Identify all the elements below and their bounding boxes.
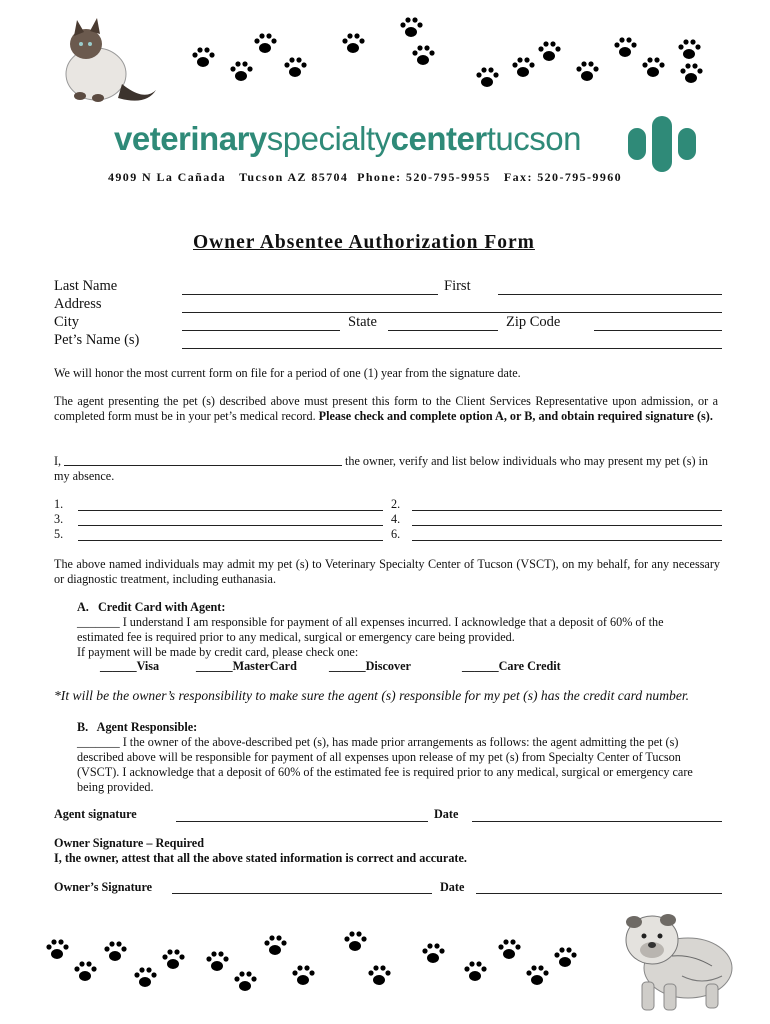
city-label: City [54,314,79,330]
owner-date-field[interactable] [476,893,722,894]
owner-name-field[interactable] [64,465,342,466]
verify-suffix: the owner, verify and list below individuals who may present my pet (s) in [345,454,709,468]
address-label: Address [54,296,102,312]
paw-print-icon [252,32,278,56]
paw-print-icon [44,938,70,962]
individual-3-field[interactable] [78,525,383,526]
logo-word-veterinary: veterinary [114,120,267,157]
state-label: State [348,314,377,330]
paw-print-icon [678,62,704,86]
individual-1-field[interactable] [78,510,383,511]
individual-2-field[interactable] [412,510,722,511]
paw-print-icon [496,938,522,962]
paw-print-icon [204,950,230,974]
option-b-heading: B. Agent Responsible: [77,720,198,734]
option-b-line3: (VSCT). I acknowledge that a deposit of 60% of the estimated fee is required prior to any medical, surgical or emergency care [77,765,693,779]
paw-print-icon [342,930,368,954]
verify-prefix: I, [54,454,62,468]
paw-print-icon [262,934,288,958]
individual-5-field[interactable] [78,540,383,541]
clinic-logo-mark-icon [626,114,698,174]
paw-print-icon [536,40,562,64]
agent-date-label: Date [434,807,459,821]
logo-word-center: center [390,120,487,157]
paw-print-icon [282,56,308,80]
agent-paragraph-instruction: Please check and complete option A, or B, and obtain required signature (s). [318,409,713,423]
paw-print-icon [366,964,392,988]
period-paragraph: We will honor the most current form on file for a period of one (1) year from the signature date. [54,366,521,380]
option-a-heading: A. Credit Card with Agent: [77,600,226,614]
pets-name-field[interactable] [182,348,722,349]
individual-6-field[interactable] [412,540,722,541]
individual-number: 2. [391,497,401,511]
paw-print-icon [574,60,600,84]
individual-number: 5. [54,527,64,541]
last-name-label: Last Name [54,278,118,294]
admit-paragraph: The above named individuals may admit my pet (s) to Veterinary Specialty Center of Tucson (VSCT), on my behalf, for any necessary or diagnostic treatment, including euthanasia. [54,557,720,586]
paw-print-icon [228,60,254,84]
option-a-line2: estimated fee is required prior to any medical, surgical or emergency care being provided. [77,630,515,644]
option-b-line4: being provided. [77,780,154,794]
paw-print-icon [72,960,98,984]
paw-print-icon [420,942,446,966]
logo-word-tucson: tucson [486,120,581,157]
state-field[interactable] [388,330,498,331]
paw-print-icon [410,44,436,68]
verify-continuation: my absence. [54,469,115,483]
agent-paragraph [54,394,718,424]
paw-print-icon [474,66,500,90]
form-title: Owner Absentee Authorization Form [193,232,535,253]
individual-number: 6. [391,527,401,541]
agent-signature-field[interactable] [176,821,428,822]
first-name-label: First [444,278,471,294]
paw-print-icon [160,948,186,972]
paw-print-icon [676,38,702,62]
individual-4-field[interactable] [412,525,722,526]
owner-attest-statement: I, the owner, attest that all the above stated information is correct and accurate. [54,851,467,865]
bulldog-illustration [612,896,744,1016]
agent-date-field[interactable] [472,821,722,822]
individual-number: 4. [391,512,401,526]
individual-number: 1. [54,497,64,511]
agent-signature-label: Agent signature [54,807,137,821]
card-option-discover[interactable]: ______Discover [329,659,411,673]
option-b-line2: described above will be responsible for payment of all expenses upon release of my pet (s) from Specialty Center of Tucson [77,750,681,764]
paw-print-icon [340,32,366,56]
owner-signature-required-label: Owner Signature – Required [54,836,204,850]
option-a-line1: _______ I understand I am responsible for payment of all expenses incurred. I acknowledge that a deposit of 60% of the [77,615,664,629]
agent-paragraph-text: The agent presenting the pet (s) described above must present this form to the Client Services Representative upon admission, or a completed form must be in your pet’s medical record. [54,394,718,423]
clinic-logo-text [114,120,581,158]
credit-card-note: *It will be the owner’s responsibility to make sure the agent (s) responsible for my pet (s) has the credit card number. [54,688,690,703]
paw-print-icon [524,964,550,988]
card-option-mastercard[interactable]: ______MasterCard [196,659,297,673]
owner-signature-field[interactable] [172,893,432,894]
paw-print-icon [640,56,666,80]
card-option-visa[interactable]: ______Visa [100,659,160,673]
zip-field[interactable] [594,330,722,331]
paw-print-icon [510,56,536,80]
paw-print-icon [398,16,424,40]
zip-label: Zip Code [506,314,561,330]
city-field[interactable] [182,330,340,331]
cat-illustration [34,14,158,108]
option-a-line3: If payment will be made by credit card, please check one: [77,645,359,659]
card-option-care-credit[interactable]: ______Care Credit [462,659,561,673]
paw-print-icon [102,940,128,964]
paw-print-icon [612,36,638,60]
paw-print-icon [132,966,158,990]
option-b-line1: _______ I the owner of the above-described pet (s), has made prior arrangements as follows: the agent admitting the pet (s) [77,735,679,749]
paw-print-icon [290,964,316,988]
contact-line: 4909 N La Cañada Tucson AZ 85704 Phone: 520-795-9955 Fax: 520-795-9960 [108,170,623,184]
individual-number: 3. [54,512,64,526]
pets-name-label: Pet’s Name (s) [54,332,140,348]
paw-print-icon [190,46,216,70]
owner-date-label: Date [440,880,465,894]
logo-word-specialty: specialty [266,120,391,157]
address-field[interactable] [182,312,722,313]
paw-print-icon [232,970,258,994]
paw-print-icon [552,946,578,970]
owner-signature-label: Owner’s Signature [54,880,153,894]
paw-print-icon [462,960,488,984]
first-name-field[interactable] [498,294,722,295]
last-name-field[interactable] [182,294,438,295]
